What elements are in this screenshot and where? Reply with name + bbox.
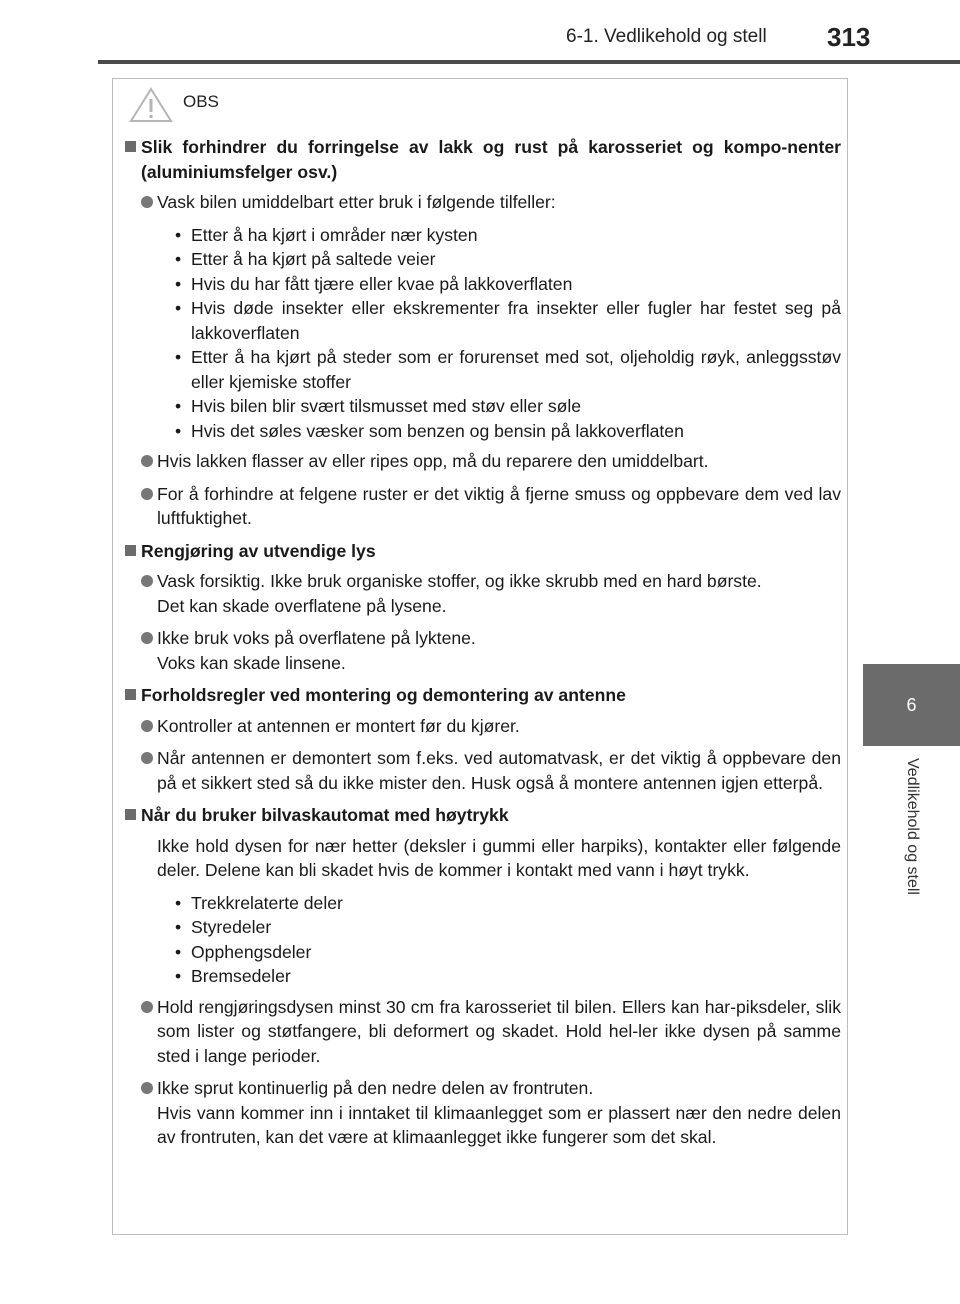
section-heading: Når du bruker bilvaskautomat med høytrykk xyxy=(141,805,509,825)
item-text: Det kan skade overflatene på lysene. xyxy=(157,595,447,616)
bullet-item: • Etter å ha kjørt i områder nær kysten xyxy=(175,223,841,248)
bullet-list xyxy=(123,223,841,444)
circle-bullet-icon xyxy=(141,1082,153,1094)
bullet-item: • Opphengsdeler xyxy=(175,940,841,965)
paragraph: Ikke hold dysen for nær hetter (deksler i gummi eller harpiks), kontakter eller følgende deler. Delene kan bli skadet hvis de kommer i kontakt med vann i høyt trykk. xyxy=(157,835,841,880)
list-item xyxy=(123,1076,841,1150)
circle-bullet-icon xyxy=(141,720,153,732)
list-item xyxy=(123,714,841,739)
item-text: Ikke sprut kontinuerlig på den nedre delen av frontruten. xyxy=(157,1078,594,1098)
section-antenna xyxy=(123,683,841,795)
section-heading: Forholdsregler ved montering og demontering av antenne xyxy=(141,685,626,705)
item-text: Når antennen er demontert som f.eks. ved automatvask, er det viktig å oppbevare den på et sikkert sted så du ikke mister den. Husk også å montere antennen igjen etterpå. xyxy=(157,748,841,793)
item-text: Vask forsiktig. Ikke bruk organiske stoffer, og ikke skrubb med en hard børste. xyxy=(157,571,762,591)
square-bullet-icon xyxy=(125,689,136,700)
list-item xyxy=(123,569,841,618)
section-heading: Rengjøring av utvendige lys xyxy=(141,540,376,561)
circle-bullet-icon xyxy=(141,455,153,467)
page-number: 313 xyxy=(827,22,871,52)
item-text: Voks kan skade linsene. xyxy=(157,652,346,673)
section-heading: Slik forhindrer du forringelse av lakk og rust på karosseriet og kompo-nenter (aluminiumsfelger osv.) xyxy=(141,137,841,182)
warning-triangle-icon xyxy=(129,87,173,123)
list-item xyxy=(123,626,841,675)
header-section-title: 6-1. Vedlikehold og stell xyxy=(566,26,767,47)
bullet-list xyxy=(123,891,841,989)
list-item xyxy=(123,482,841,531)
notice-content xyxy=(123,135,841,1158)
square-bullet-icon xyxy=(125,809,136,820)
notice-label: OBS xyxy=(183,92,219,111)
list-item xyxy=(123,190,841,215)
bullet-item: • Hvis bilen blir svært tilsmusset med støv eller søle xyxy=(175,394,841,419)
item-text: Kontroller at antennen er montert før du kjører. xyxy=(157,715,520,736)
list-item xyxy=(123,995,841,1069)
notice-box xyxy=(112,78,848,1235)
bullet-item: • Hvis døde insekter eller ekskrementer fra insekter eller fugler har festet seg på lakkoverflaten xyxy=(175,296,841,345)
bullet-item: • Hvis du har fått tjære eller kvae på lakkoverflaten xyxy=(175,272,841,297)
bullet-item: • Styredeler xyxy=(175,915,841,940)
item-text: Ikke bruk voks på overflatene på lyktene. xyxy=(157,628,476,648)
circle-bullet-icon xyxy=(141,752,153,764)
square-bullet-icon xyxy=(125,545,136,556)
chapter-tab[interactable]: 6 xyxy=(863,664,960,746)
bullet-item: • Bremsedeler xyxy=(175,964,841,989)
circle-bullet-icon xyxy=(141,632,153,644)
header-divider xyxy=(98,60,960,64)
circle-bullet-icon xyxy=(141,575,153,587)
circle-bullet-icon xyxy=(141,488,153,500)
bullet-item: • Etter å ha kjørt på saltede veier xyxy=(175,247,841,272)
list-item xyxy=(123,746,841,795)
square-bullet-icon xyxy=(125,141,136,152)
section-high-pressure-wash xyxy=(123,803,841,1150)
section-exterior-lights xyxy=(123,539,841,676)
bullet-item: • Etter å ha kjørt på steder som er forurenset med sot, oljeholdig røyk, anleggsstøv eller kjemiske stoffer xyxy=(175,345,841,394)
item-text: Vask bilen umiddelbart etter bruk i følgende tilfeller: xyxy=(157,192,556,212)
section-paint-rust xyxy=(123,135,841,531)
bullet-item: • Hvis det søles væsker som benzen og bensin på lakkoverflaten xyxy=(175,419,841,444)
item-text: Hold rengjøringsdysen minst 30 cm fra karosseriet til bilen. Ellers kan har-piksdeler, slik som lister og støtfangere, bli deformert og skadet. Hold hel-ler ikke dysen på samme sted i lange perioder. xyxy=(157,996,841,1066)
item-text: Hvis lakken flasser av eller ripes opp, må du reparere den umiddelbart. xyxy=(157,451,709,471)
bullet-item: • Trekkrelaterte deler xyxy=(175,891,841,916)
item-text: Hvis vann kommer inn i inntaket til klimaanlegget som er plassert nær den nedre delen av frontruten, kan det være at klimaanlegget ikke fungerer som det skal. xyxy=(157,1102,841,1147)
circle-bullet-icon xyxy=(141,1001,153,1013)
list-item xyxy=(123,449,841,474)
circle-bullet-icon xyxy=(141,196,153,208)
item-text: For å forhindre at felgene ruster er det viktig å fjerne smuss og oppbevare dem ved lav luftfuktighet. xyxy=(157,483,841,528)
chapter-tab-label: Vedlikehold og stell xyxy=(904,758,921,895)
